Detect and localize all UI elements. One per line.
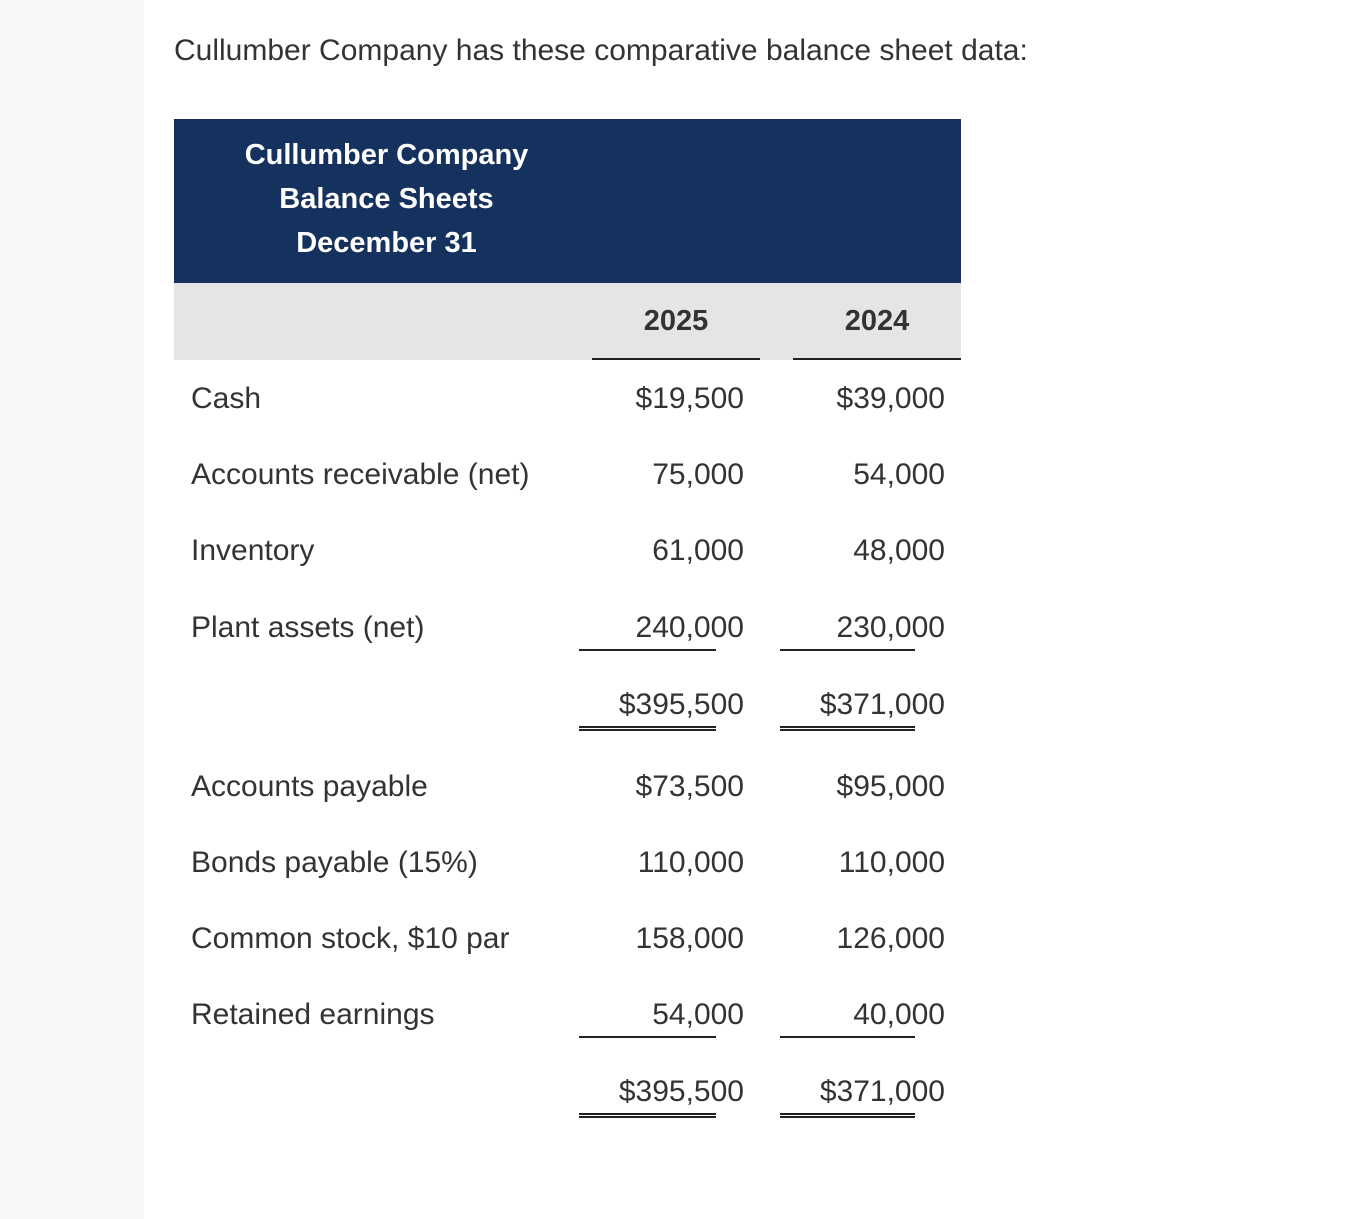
total-2025: $395,500 bbox=[618, 688, 744, 721]
total-row bbox=[174, 688, 961, 728]
column-header-rule bbox=[592, 358, 760, 360]
amount-2024: 48,000 bbox=[853, 534, 945, 567]
total-2024: $371,000 bbox=[819, 688, 945, 721]
company-name: Cullumber Company bbox=[244, 139, 529, 171]
total-2025: $395,500 bbox=[618, 1075, 744, 1108]
table-row bbox=[174, 998, 961, 1038]
table-row bbox=[174, 382, 961, 422]
row-label: Accounts receivable (net) bbox=[191, 458, 530, 491]
row-label: Cash bbox=[191, 382, 262, 415]
amount-2024: 40,000 bbox=[853, 998, 945, 1031]
total-double-rule bbox=[780, 726, 915, 731]
table-row bbox=[174, 458, 961, 498]
row-label: Bonds payable (15%) bbox=[191, 846, 478, 879]
amount-2025: $73,500 bbox=[635, 770, 744, 803]
amount-2024: $39,000 bbox=[836, 382, 945, 415]
amount-2024: 110,000 bbox=[838, 846, 945, 879]
statement-header bbox=[174, 119, 961, 283]
row-label: Inventory bbox=[191, 534, 315, 567]
table-row bbox=[174, 611, 961, 651]
amount-2025: 158,000 bbox=[635, 922, 744, 955]
amount-2024: 230,000 bbox=[836, 611, 945, 644]
table-row bbox=[174, 922, 961, 962]
amount-2025: 75,000 bbox=[652, 458, 744, 491]
subtotal-rule bbox=[579, 1036, 716, 1038]
amount-2025: 54,000 bbox=[652, 998, 744, 1031]
intro-text: Cullumber Company has these comparative balance sheet data: bbox=[174, 34, 1028, 67]
subtotal-rule bbox=[579, 649, 716, 651]
subtotal-rule bbox=[780, 1036, 915, 1038]
row-label: Retained earnings bbox=[191, 998, 435, 1031]
amount-2025: 240,000 bbox=[635, 611, 744, 644]
table-row bbox=[174, 770, 961, 810]
row-label: Common stock, $10 par bbox=[191, 922, 510, 955]
subtotal-rule bbox=[780, 649, 915, 651]
total-2024: $371,000 bbox=[819, 1075, 945, 1108]
total-double-rule bbox=[579, 726, 716, 731]
column-header-bar bbox=[174, 283, 961, 360]
column-header-2024: 2024 bbox=[844, 305, 910, 337]
total-row bbox=[174, 1075, 961, 1115]
amount-2024: 54,000 bbox=[853, 458, 945, 491]
amount-2025: $19,500 bbox=[635, 382, 744, 415]
statement-date: December 31 bbox=[296, 227, 477, 259]
content-panel bbox=[144, 0, 1354, 1219]
amount-2025: 110,000 bbox=[637, 846, 744, 879]
total-double-rule bbox=[780, 1113, 915, 1118]
statement-title: Balance Sheets bbox=[279, 183, 494, 215]
column-header-rule bbox=[793, 358, 961, 360]
table-row bbox=[174, 534, 961, 574]
total-double-rule bbox=[579, 1113, 716, 1118]
table-row bbox=[174, 846, 961, 886]
amount-2025: 61,000 bbox=[652, 534, 744, 567]
row-label: Accounts payable bbox=[191, 770, 428, 803]
row-label: Plant assets (net) bbox=[191, 611, 425, 644]
column-header-2025: 2025 bbox=[643, 305, 709, 337]
amount-2024: $95,000 bbox=[836, 770, 945, 803]
amount-2024: 126,000 bbox=[836, 922, 945, 955]
